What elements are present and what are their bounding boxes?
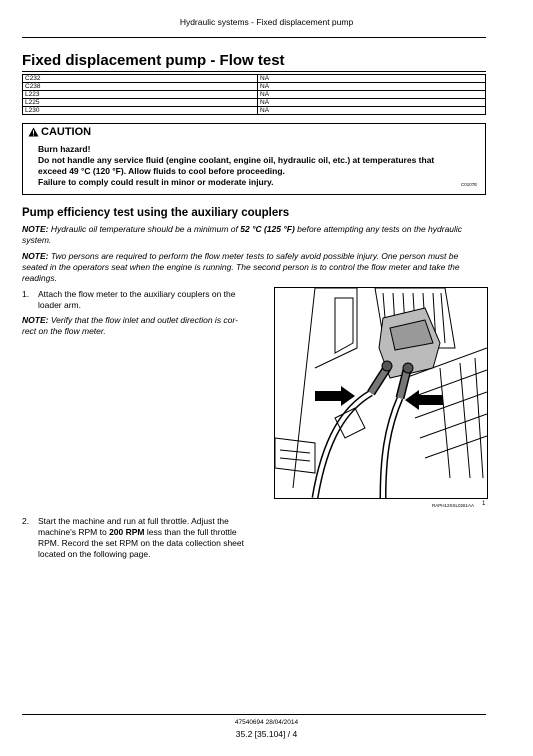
- caution-label: CAUTION: [41, 126, 92, 138]
- step-number: 1.: [22, 289, 30, 299]
- note-text: system.: [22, 235, 52, 245]
- model-value: NA: [258, 83, 486, 91]
- step-line: Start the machine and run at full throttle. Adjust the: [38, 516, 229, 526]
- note-label: NOTE:: [22, 315, 49, 325]
- figure-number: 1: [482, 501, 486, 507]
- figure-flow-meter-connection: [274, 287, 488, 499]
- step-line: Attach the flow meter to the auxiliary couplers on the: [38, 289, 236, 299]
- note-emphasis: 52 °C (125 °F): [240, 224, 295, 234]
- note-text: rect on the flow meter.: [22, 326, 106, 336]
- page-title: Fixed displacement pump - Flow test: [22, 52, 285, 69]
- step-emphasis: 200 RPM: [109, 527, 145, 537]
- title-divider: [22, 71, 486, 72]
- step-line-part: machine's RPM to: [38, 527, 110, 537]
- model-code: C232: [23, 75, 258, 83]
- note-text: Two persons are required to perform the flow meter tests to safely avoid possible injury. One person must be: [48, 251, 459, 261]
- note-text: readings.: [22, 273, 57, 283]
- note-flow-direction: [22, 315, 258, 337]
- step-number: 2.: [22, 516, 30, 526]
- table-row: [23, 83, 486, 91]
- note-text: before attempting any tests on the hydraulic: [294, 224, 463, 234]
- model-code: L225: [23, 99, 258, 107]
- model-value: NA: [258, 91, 486, 99]
- figure-id: RAPH12SSL0261AA: [432, 503, 475, 508]
- header-title: Hydraulic systems - Fixed displacement pump: [179, 17, 354, 27]
- step-line: [38, 527, 258, 538]
- step-line: loader arm.: [38, 300, 81, 310]
- model-value: NA: [258, 99, 486, 107]
- step-text: [38, 516, 258, 560]
- model-code: C238: [23, 83, 258, 91]
- table-row: [23, 107, 486, 115]
- step-text: [38, 289, 258, 311]
- step-line-part: less than the full throttle: [144, 527, 237, 537]
- model-value: NA: [258, 75, 486, 83]
- caution-line: Burn hazard!: [38, 144, 91, 154]
- footer-divider: [22, 714, 486, 715]
- model-applicability-table: [22, 74, 486, 115]
- arrow-right-icon: [315, 386, 355, 406]
- note-label: NOTE:: [22, 251, 49, 261]
- section-title: Pump efficiency test using the auxiliary couplers: [22, 207, 290, 219]
- caution-heading: [28, 126, 91, 138]
- note-text: Verify that the flow inlet and outlet direction is cor-: [48, 315, 238, 325]
- step-line: RPM. Record the set RPM on the data collection sheet: [38, 538, 244, 548]
- footer-document-number: 47540694 28/04/2014: [234, 719, 299, 726]
- caution-code: C0107E: [461, 182, 478, 187]
- table-row: [23, 99, 486, 107]
- model-code: L223: [23, 91, 258, 99]
- note-text: seated in the operators seat when the engine is running. The second person is to control the flow meter and take the: [22, 262, 460, 272]
- note-label: NOTE:: [22, 224, 49, 234]
- note-oil-temperature: [22, 224, 488, 246]
- table-row: [23, 91, 486, 99]
- caution-line: Do not handle any service fluid (engine coolant, engine oil, hydraulic oil, etc.) at temperatures that: [38, 155, 435, 165]
- warning-triangle-icon: [28, 127, 39, 137]
- model-value: NA: [258, 107, 486, 115]
- caution-line: Failure to comply could result in minor or moderate injury.: [38, 177, 274, 187]
- model-code: L230: [23, 107, 258, 115]
- footer-page-number: 35.2 [35.104] / 4: [235, 729, 298, 739]
- table-row: [23, 75, 486, 83]
- caution-line: exceed 49 °C (120 °F). Allow fluids to cool before proceeding.: [38, 166, 285, 176]
- hydraulic-coupler-illustration: [275, 288, 487, 498]
- header-divider: [22, 37, 486, 38]
- note-two-persons: [22, 251, 488, 284]
- step-line: located on the following page.: [38, 549, 151, 559]
- note-text: Hydraulic oil temperature should be a minimum of: [48, 224, 241, 234]
